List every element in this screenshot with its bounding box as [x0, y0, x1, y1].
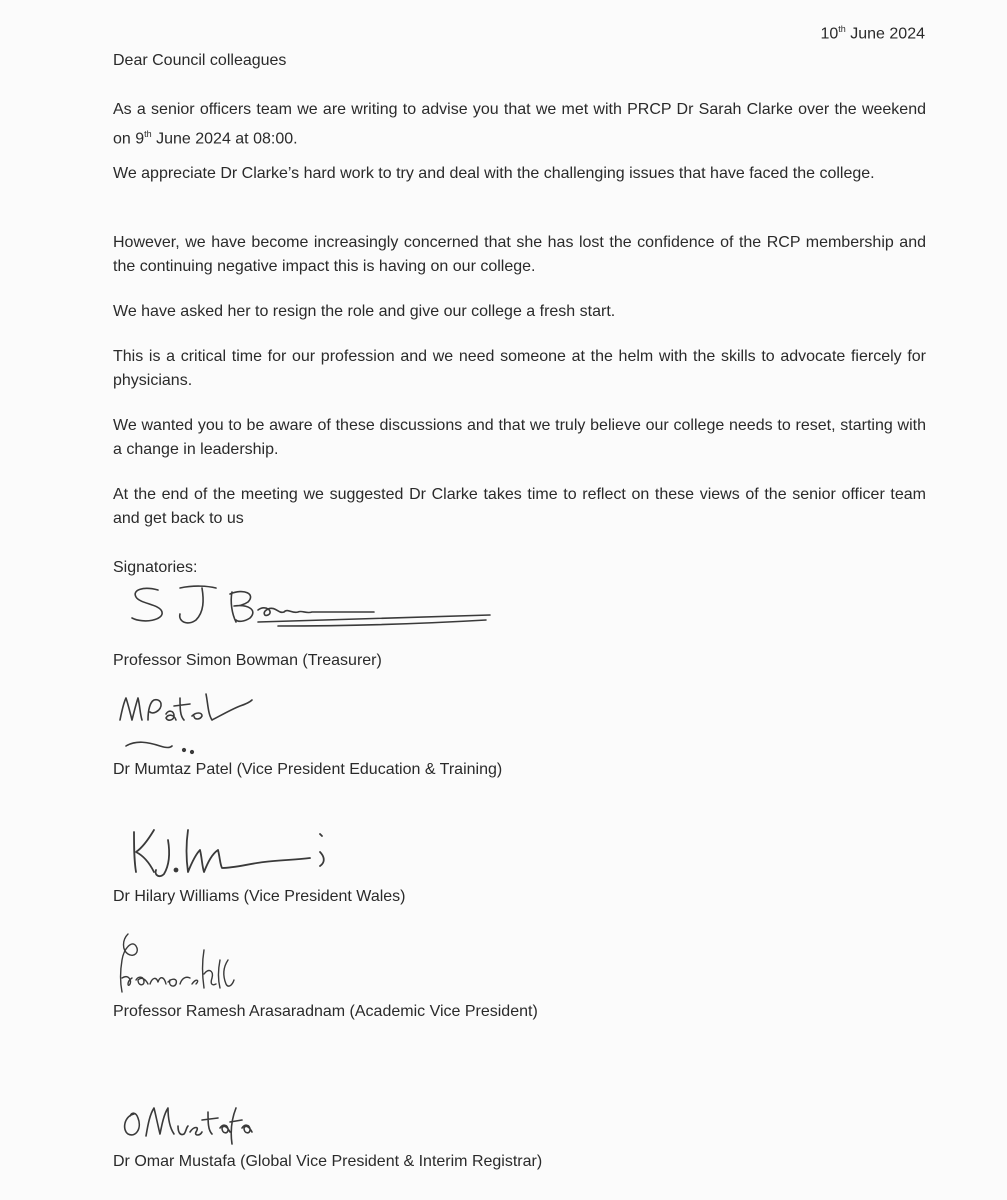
signatories-heading: Signatories: — [113, 559, 198, 576]
salutation: Dear Council colleagues — [113, 52, 287, 69]
paragraph-reflection: At the end of the meeting we suggested Dr Clarke takes time to reflect on these views of the senior officer team and get back to us — [113, 486, 926, 527]
signatory-name: Dr Hilary Williams (Vice President Wales) — [113, 888, 406, 905]
signatory-name: Dr Mumtaz Patel (Vice President Education & Training) — [113, 761, 503, 778]
paragraph-concern: However, we have become increasingly concerned that she has lost the confidence of the RCP membership and the continuing negative impact this is having on our college. — [113, 234, 926, 275]
signature-ramesh-arasaradnam — [108, 930, 238, 1000]
signature-omar-mustafa — [118, 1098, 258, 1148]
letter-date: 10th June 2024 — [820, 24, 925, 43]
paragraph-resignation-request: We have asked her to resign the role and give our college a fresh start. — [113, 303, 616, 320]
paragraph-appreciation: We appreciate Dr Clarke’s hard work to try and deal with the challenging issues that have faced the college. — [113, 165, 875, 182]
signatory-name: Professor Simon Bowman (Treasurer) — [113, 652, 382, 669]
signature-mumtaz-patel — [116, 690, 266, 760]
paragraph-meeting: As a senior officers team we are writing to advise you that we met with PRCP Dr Sarah Clarke over the weekend on 9th June 2024 at 08:00. — [113, 101, 926, 148]
signatory-name: Professor Ramesh Arasaradnam (Academic Vice President) — [113, 1003, 538, 1020]
paragraph-critical-time: This is a critical time for our profession and we need someone at the helm with the skills to advocate fiercely for physicians. — [113, 348, 926, 389]
signature-simon-bowman — [118, 582, 498, 632]
signature-hilary-williams — [124, 822, 344, 882]
paragraph-reset: We wanted you to be aware of these discussions and that we truly believe our college needs to reset, starting with a change in leadership. — [113, 417, 926, 458]
signatory-name: Dr Omar Mustafa (Global Vice President & Interim Registrar) — [113, 1153, 543, 1170]
